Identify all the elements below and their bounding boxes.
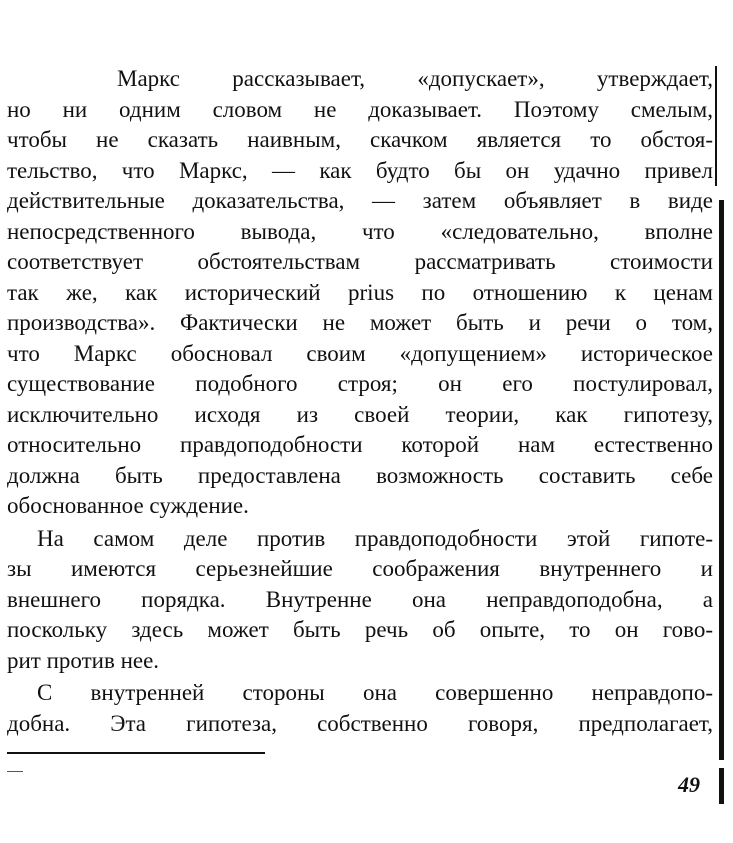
margin-edge-line: [719, 200, 724, 760]
text-line: соответствует обстоятельствам рассматривать стоимости: [7, 249, 713, 274]
text-line: действительные доказательства, — затем объявляет в виде: [7, 188, 713, 213]
paragraph: [7, 524, 713, 677]
text-line: что Маркс обосновал своим «допущением» историческое: [7, 340, 713, 366]
page-number: 49: [678, 772, 700, 797]
body-text: [7, 64, 713, 739]
text-line: относительно правдоподобности которой нам естественно: [7, 432, 713, 457]
text-line: добна. Эта гипотеза, собственно говоря, предполагает,: [7, 710, 713, 736]
text-line: чтобы не сказать наивным, скачком является то обстоя-: [7, 127, 713, 152]
text-line: производства». Фактически не может быть и речи о том,: [7, 310, 713, 335]
paragraph: [7, 678, 713, 739]
text-line: но ни одним словом не доказывает. Поэтому смелым,: [7, 96, 713, 122]
text-line: зы имеются серьезнейшие соображения внутреннего и: [7, 556, 713, 581]
text-line: так же, как исторический prius по отношению к ценам: [7, 279, 713, 305]
text-line: Маркс рассказывает, «допускает», утверждает,: [117, 66, 713, 91]
paragraph: [7, 64, 713, 522]
text-line: внешнего порядка. Внутренне она неправдоподобна, а: [7, 586, 713, 612]
margin-edge-line: [719, 768, 724, 804]
footnote-divider: [7, 752, 265, 754]
text-line: существование подобного строя; он его постулировал,: [7, 371, 713, 396]
text-line: обоснованное суждение.: [7, 493, 249, 518]
text-line: исключительно исходя из своей теории, как гипотезу,: [7, 401, 713, 427]
text-line: непосредственного вывода, что «следовательно, вполне: [7, 218, 713, 244]
footnote-mark: [7, 771, 23, 772]
text-line: тельство, что Маркс, — как будто бы он удачно привел: [7, 157, 713, 183]
text-line: должна быть предоставлена возможность составить себе: [7, 462, 713, 488]
text-line: На самом деле против правдоподобности этой гипоте-: [37, 525, 713, 551]
margin-edge-line: [715, 66, 717, 186]
text-line: С внутренней стороны она совершенно неправдопо-: [37, 680, 713, 705]
text-line: поскольку здесь может быть речь об опыте, то он гово-: [7, 617, 713, 642]
text-line: рит против нее.: [7, 647, 160, 673]
